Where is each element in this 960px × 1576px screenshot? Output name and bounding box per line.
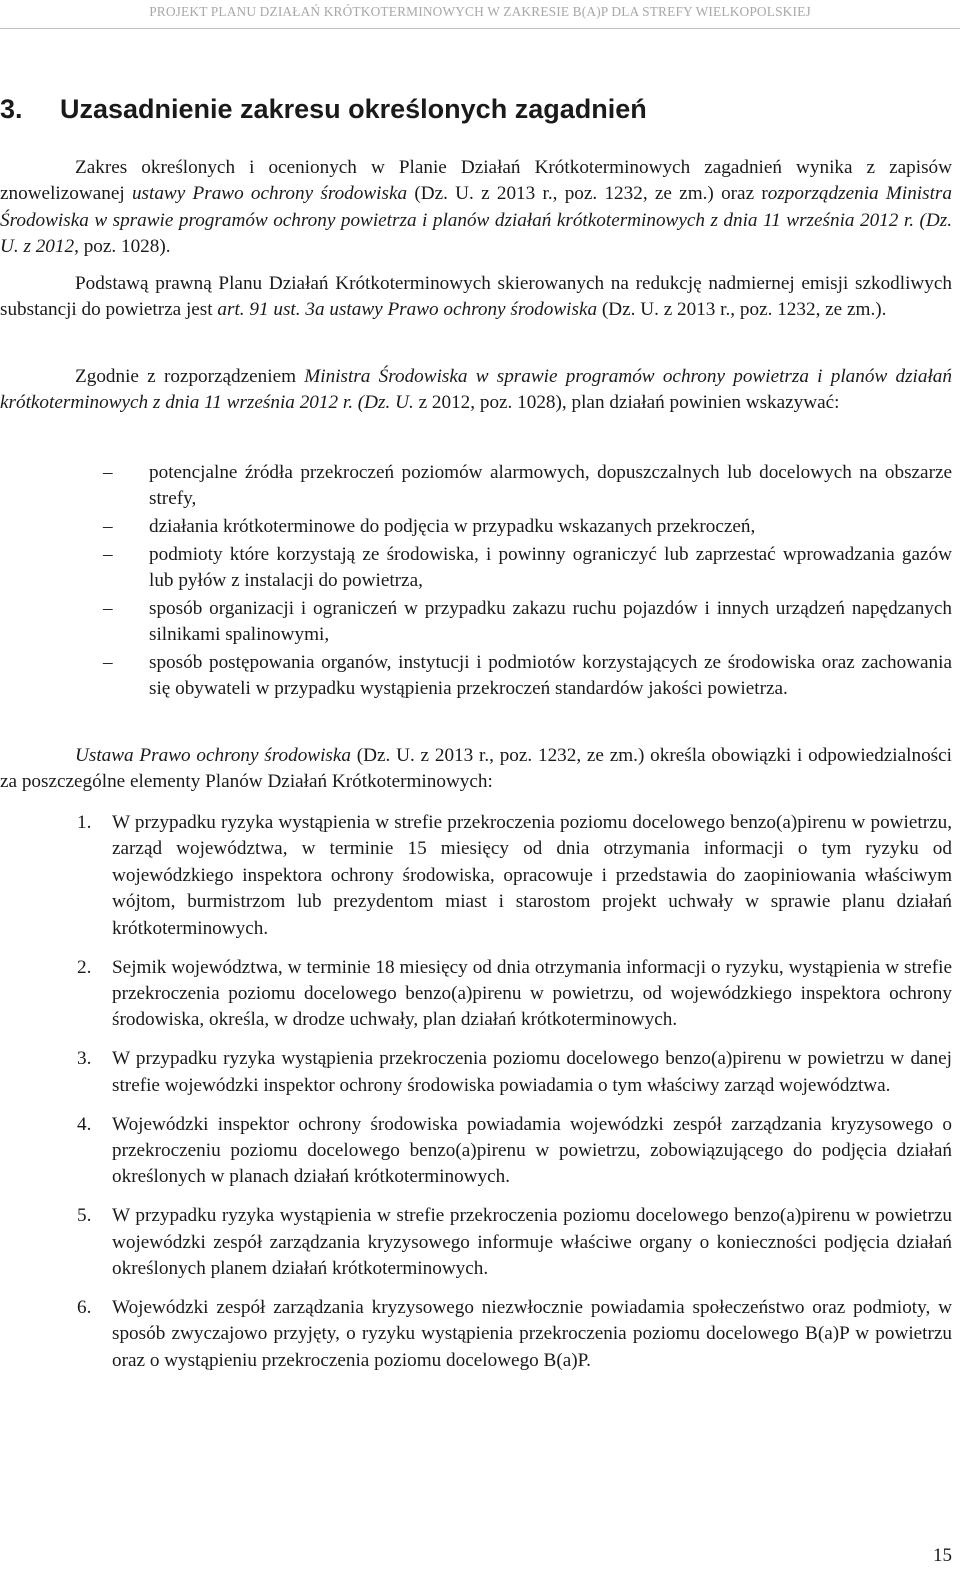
article-reference: art. 91 ust. 3a ustawy Prawo ochrony środowiska — [217, 299, 598, 321]
item-number: 5. — [77, 1205, 92, 1227]
paragraph-text: , poz. 1028). — [74, 236, 171, 258]
list-item-text: potencjalne źródła przekroczeń poziomów alarmowych, dopuszczalnych lub docelowych na obszarze strefy, — [149, 462, 952, 510]
item-number: 1. — [77, 812, 92, 833]
dash-bullet: – — [103, 543, 113, 565]
item-text: Wojewódzki zespół zarządzania kryzysowego niezwłocznie powiadamia społeczeństwo oraz podmioty, w sposób zwyczajowo przyjęty, o ryzyku wystąpienia przekroczenia poziomu docelowego B(a)P w powietrzu oraz o wystąpieniu przekroczenia poziomu docelowego B(a)P. — [112, 1297, 952, 1371]
paragraph-text: Zgodnie z rozporządzeniem — [75, 366, 305, 387]
numbered-item — [0, 1112, 952, 1191]
paragraph-regulation-requirements — [0, 364, 952, 417]
section-heading — [0, 93, 647, 125]
page-number: 15 — [933, 1545, 952, 1566]
act-title: ustawy Prawo ochrony środowiska — [131, 183, 408, 205]
list-item-text: podmioty które korzystają ze środowiska, i powinny ograniczyć lub zaprzestać wprowadzania gazów lub pyłów z instalacji do powietrza, — [149, 543, 952, 591]
numbered-item — [0, 810, 952, 942]
list-item — [0, 596, 952, 649]
list-item — [0, 650, 952, 703]
section-title: Uzasadnienie zakresu określonych zagadnień — [60, 94, 647, 124]
dash-bullet: – — [103, 516, 113, 537]
item-number: 4. — [77, 1113, 92, 1135]
paragraph-text: Zakres określonych i ocenionych w Planie Działań Krótkoterminowych zagadnień wynika z zapisów znowelizowanej — [0, 157, 952, 205]
item-number: 3. — [77, 1048, 92, 1070]
list-item — [0, 460, 952, 513]
list-item-text: sposób postępowania organów, instytucji i podmiotów korzystających ze środowiska oraz zachowania się obywateli w przypadku wystąpienia przekroczeń standardów jakości powietrza. — [149, 651, 952, 699]
paragraph-text: z 2012, poz. 1028), plan działań powinien wskazywać: — [413, 392, 840, 414]
paragraph-text: (Dz. U. z 2013 r., poz. 1232, ze zm.) określa obowiązki i odpowiedzialności za poszczególne elementy Planów Działań Krótkoterminowych: — [0, 745, 952, 793]
item-number: 2. — [77, 956, 92, 978]
item-text: Wojewódzki inspektor ochrony środowiska powiadamia wojewódzki zespół zarządzania kryzysowego o przekroczeniu poziomu docelowego benzo(a)pirenu w powietrzu, zobowiązującego do podjęcia działań określonych w planach działań krótkoterminowych. — [112, 1113, 952, 1188]
numbered-item — [0, 1295, 952, 1374]
item-text: Sejmik województwa, w terminie 18 miesięcy od dnia otrzymania informacji o ryzyku, wystąpienia w strefie przekroczenia poziomu docelowego benzo(a)pirenu w powietrzu, od wojewódzkiego inspektora ochrony środowiska, określa, w drodze uchwały, plan działań krótkoterminowych. — [112, 956, 952, 1031]
dash-bullet: – — [103, 651, 113, 673]
running-header: PROJEKT PLANU DZIAŁAŃ KRÓTKOTERMINOWYCH W ZAKRESIE B(A)P DLA STREFY WIELKOPOLSKIEJ — [149, 4, 811, 19]
list-item — [0, 542, 952, 595]
item-text: W przypadku ryzyka wystąpienia w strefie przekroczenia poziomu docelowego benzo(a)pirenu w powietrzu, zarząd województwa, w terminie 15 miesięcy od dnia otrzymania informacji o tym ryzyku od wojewódzkiego inspektora ochrony środowiska, opracowuje i przedstawia do zaopiniowania właściwym wójtom, burmistrzom lub prezydentom miast i starostom projekt uchwały w sprawie planu działań krótkoterminowych. — [112, 812, 952, 939]
dash-bullet: – — [103, 462, 113, 483]
item-text: W przypadku ryzyka wystąpienia przekroczenia poziomu docelowego benzo(a)pirenu w powietrzu w danej strefie wojewódzki inspektor ochrony środowiska powiadamia o tym właściwy zarząd województwa. — [112, 1048, 952, 1096]
paragraph-responsibilities — [0, 743, 952, 796]
paragraph-text: Podstawą prawną Planu Działań Krótkoterminowych skierowanych na redukcję nadmiernej emisji szkodliwych substancji do powietrza jest — [0, 273, 952, 321]
regulation-title: ozporządzenia Ministra Środowiska w sprawie programów ochrony powietrza i planów działań krótkoterminowych z dnia 11 września 2012 r. (Dz. U. z 2012 — [0, 183, 952, 258]
act-title: Ustawa Prawo ochrony środowiska — [75, 745, 352, 766]
numbered-item — [0, 1203, 952, 1282]
item-number: 6. — [77, 1297, 92, 1318]
dash-bullet: – — [103, 597, 113, 619]
numbered-item — [0, 955, 952, 1034]
regulation-title: Ministra Środowiska w sprawie programów ochrony powietrza i planów działań krótkoterminowych z dnia 11 września 2012 r. (Dz. U. — [0, 366, 952, 414]
paragraph-legal-basis-plan — [0, 271, 952, 324]
paragraph-legal-basis-scope — [0, 155, 952, 261]
header-divider — [0, 28, 960, 29]
list-item-text: działania krótkoterminowe do podjęcia w przypadku wskazanych przekroczeń, — [149, 516, 756, 537]
list-item — [0, 514, 952, 540]
item-text: W przypadku ryzyka wystąpienia w strefie przekroczenia poziomu docelowego benzo(a)pirenu w powietrzu wojewódzki zespół zarządzania kryzysowego informuje właściwe organy o konieczności podjęcia działań określonych planem działań krótkoterminowych. — [112, 1205, 952, 1280]
paragraph-text: (Dz. U. z 2013 r., poz. 1232, ze zm.) oraz r — [407, 183, 768, 205]
paragraph-text: (Dz. U. z 2013 r., poz. 1232, ze zm.). — [597, 299, 887, 321]
numbered-item — [0, 1046, 952, 1099]
requirements-list — [0, 460, 952, 704]
list-item-text: sposób organizacji i ograniczeń w przypadku zakazu ruchu pojazdów i innych urządzeń napędzanych silnikami spalinowymi, — [149, 597, 952, 645]
section-number: 3. — [0, 94, 23, 124]
responsibilities-list — [0, 810, 952, 1387]
